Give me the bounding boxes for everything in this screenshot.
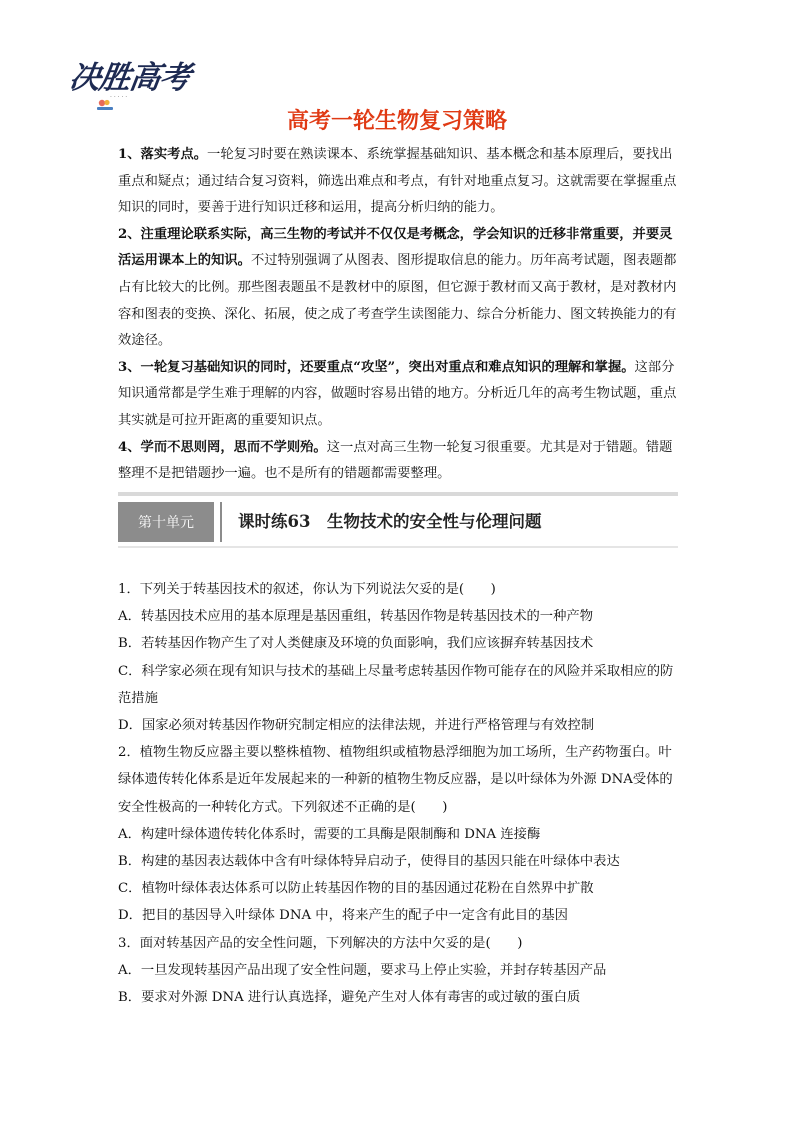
strategy-text: 这部分知识通常都是学生难于理解的内容，做题时容易出错的地方。分析近几年的高考生物试题，重点其实就是可拉开距离的重要知识点。 [118, 359, 677, 428]
unit-banner [118, 492, 678, 548]
question-option: A．转基因技术应用的基本原理是基因重组，转基因作物是转基因技术的一种产物 [118, 609, 593, 625]
question-option: B．若转基因作物产生了对人类健康及环境的负面影响，我们应该摒弃转基因技术 [118, 636, 594, 652]
page-title: 高考一轮生物复习策略 [286, 109, 507, 134]
strategy-heading: 4、学而不思则罔，思而不学则殆。 [118, 439, 327, 455]
question-option: C．植物叶绿体表达体系可以防止转基因作物的目的基因通过花粉在自然界中扩散 [118, 881, 594, 897]
strategy-paragraph [118, 142, 680, 222]
lesson-title: 课时练63 生物技术的安全性与伦理问题 [238, 512, 542, 531]
question-option: C．科学家必须在现有知识与技术的基础上尽量考虑转基因作物可能存在的风险并采取相应的防范措施 [118, 663, 674, 706]
question-list [118, 576, 684, 1011]
question-option: D．把目的基因导入叶绿体 DNA 中，将来产生的配子中一定含有此目的基因 [118, 908, 568, 924]
question-stem: 1．下列关于转基因技术的叙述，你认为下列说法欠妥的是( ) [118, 582, 496, 597]
question-stem: 3．面对转基因产品的安全性问题，下列解决的方法中欠妥的是( ) [118, 935, 523, 951]
strategy-paragraph [118, 435, 680, 488]
logo-text: 决胜高考 [66, 60, 193, 96]
strategy-heading: 2、注重理论联系实际，高三生物的考试并不仅仅是考概念，学会知识的迁移非常重要，并要灵活运用课本上的知识。 [118, 226, 673, 269]
question-option: B．构建的基因表达载体中含有叶绿体特异启动子，使得目的基因只能在叶绿体中表达 [118, 854, 620, 870]
question-option: D．国家必须对转基因作物研究制定相应的法律法规，并进行严格管理与有效控制 [118, 718, 595, 734]
strategy-text: 这一点对高三生物一轮复习很重要。尤其是对于错题。错题整理不是把错题抄一遍。也不是所有的错题都需要整理。 [118, 439, 673, 482]
strategy-heading: 1、落实考点。 [118, 147, 208, 162]
strategy-paragraph [118, 355, 680, 435]
logo-subtitle: · · · · · [110, 94, 128, 101]
strategy-paragraph [118, 222, 680, 355]
question-option: A．构建叶绿体遗传转化体系时，需要的工具酶是限制酶和 DNA 连接酶 [118, 826, 541, 842]
question-option: A．一旦发现转基因产品出现了安全性问题，要求马上停止实验，并封存转基因产品 [118, 962, 607, 978]
strategy-text: 一轮复习时要在熟读课本、系统掌握基础知识、基本概念和基本原理后，要找出重点和疑点；通过结合复习资料，筛选出难点和考点，有针对地重点复习。这就需要在掌握重点知识的同时，要善于进行知识迁移和运用，提高分析归纳的能力。 [118, 147, 677, 216]
strategy-section [118, 142, 680, 488]
banner-divider [220, 502, 222, 542]
question-option: B．要求对外源 DNA 进行认真选择，避免产生对人体有毒害的或过敏的蛋白质 [118, 990, 581, 1006]
unit-label: 第十单元 [118, 502, 214, 542]
question-stem: 2．植物生物反应器主要以整株植物、植物组织或植物悬浮细胞为加工场所，生产药物蛋白。叶绿体遗传转化体系是近年发展起来的一种新的植物生物反应器，是以叶绿体为外源 DNA受体的安全性极高的一种转化方式。下列叙述不正确的是( ) [118, 745, 673, 815]
strategy-heading: 3、一轮复习基础知识的同时，还要重点“攻坚”，突出对重点和难点知识的理解和掌握。 [118, 359, 635, 375]
strategy-text: 不过特别强调了从图表、图形提取信息的能力。历年高考试题，图表题都占有比较大的比例。那些图表题虽不是教材中的原图，但它源于教材而又高于教材，是对教材内容和图表的变换、深化、拓展，使之成了考查学生读图能力、综合分析能力、图文转换能力的有效途径。 [118, 253, 677, 349]
